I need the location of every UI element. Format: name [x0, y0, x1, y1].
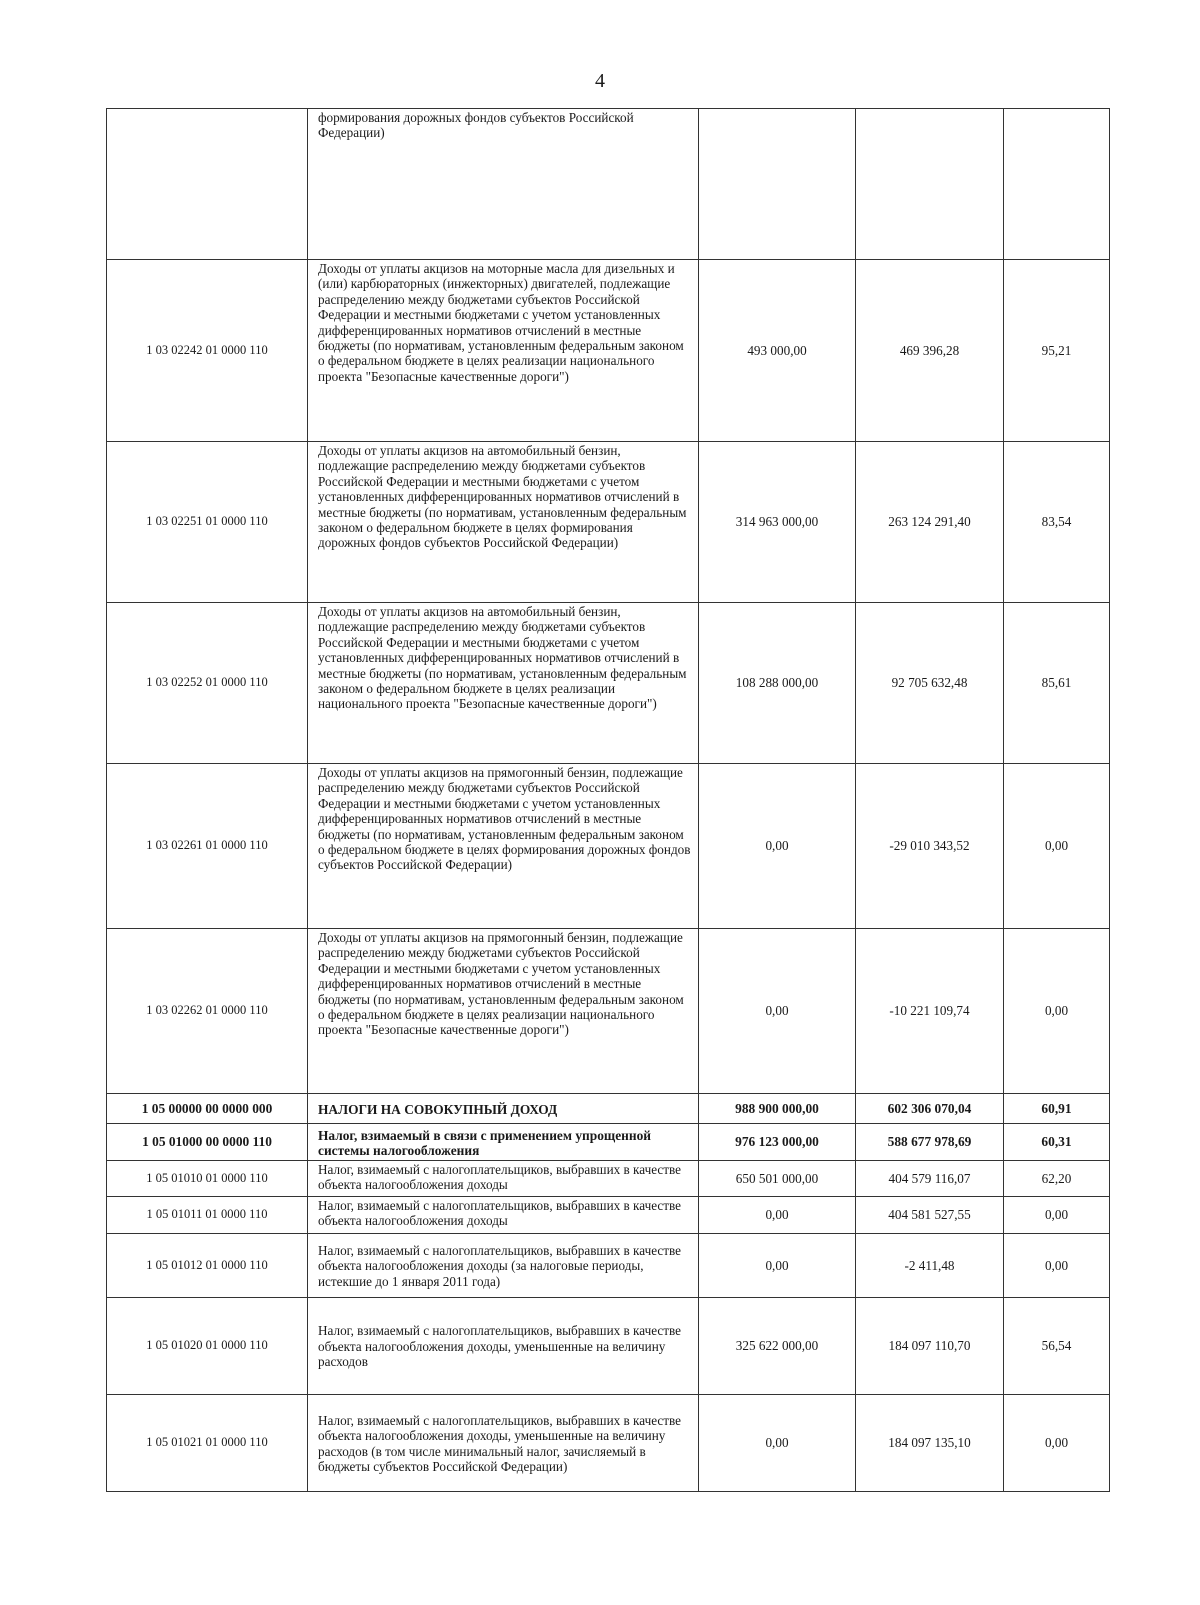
revenue-name: Налог, взимаемый с налогоплательщиков, выбравших в качестве объекта налогообложения доходы, уменьшенные на величину расходов (в том числе минимальный налог, зачисляемый в бюджеты субъектов Российской Федерации)	[308, 1395, 699, 1492]
revenue-name: Налог, взимаемый с налогоплательщиков, выбравших в качестве объекта налогообложения доходы, уменьшенные на величину расходов	[308, 1298, 699, 1395]
actual-amount: -10 221 109,74	[856, 929, 1004, 1094]
page-number: 4	[595, 70, 605, 92]
table-row	[107, 442, 1110, 603]
planned-amount: 0,00	[699, 764, 856, 929]
revenue-name: Доходы от уплаты акцизов на автомобильный бензин, подлежащие распределению между бюджетами субъектов Российской Федерации и местными бюджетами с учетом установленных дифференцированных нормативов отчислений в местные бюджеты (по нормативам, установленным федеральным законом о федеральном бюджете в целях формирования дорожных фондов субъектов Российской Федерации)	[308, 442, 699, 603]
execution-percent: 56,54	[1004, 1298, 1110, 1395]
execution-percent: 95,21	[1004, 260, 1110, 442]
budget-code: 1 05 00000 00 0000 000	[107, 1094, 308, 1124]
actual-amount: -29 010 343,52	[856, 764, 1004, 929]
actual-amount: 92 705 632,48	[856, 603, 1004, 764]
actual-amount: 588 677 978,69	[856, 1124, 1004, 1161]
revenue-name: Доходы от уплаты акцизов на прямогонный бензин, подлежащие распределению между бюджетами субъектов Российской Федерации и местными бюджетами с учетом установленных дифференцированных нормативов отчислений в местные бюджеты (по нормативам, установленным федеральным законом о федеральном бюджете в целях реализации национального проекта "Безопасные качественные дороги")	[308, 929, 699, 1094]
budget-code: 1 03 02242 01 0000 110	[107, 260, 308, 442]
execution-percent: 0,00	[1004, 929, 1110, 1094]
planned-amount: 0,00	[699, 929, 856, 1094]
actual-amount: 404 581 527,55	[856, 1197, 1004, 1234]
execution-percent: 60,91	[1004, 1094, 1110, 1124]
budget-code: 1 03 02262 01 0000 110	[107, 929, 308, 1094]
table-row	[107, 1197, 1110, 1234]
actual-amount: 184 097 110,70	[856, 1298, 1004, 1395]
budget-revenue-table	[106, 108, 1110, 1492]
execution-percent: 60,31	[1004, 1124, 1110, 1161]
execution-percent: 62,20	[1004, 1161, 1110, 1197]
revenue-name: НАЛОГИ НА СОВОКУПНЫЙ ДОХОД	[308, 1094, 699, 1124]
actual-amount: 184 097 135,10	[856, 1395, 1004, 1492]
budget-code	[107, 109, 308, 260]
planned-amount: 0,00	[699, 1197, 856, 1234]
budget-code: 1 05 01010 01 0000 110	[107, 1161, 308, 1197]
revenue-name: Налог, взимаемый в связи с применением упрощенной системы налогообложения	[308, 1124, 699, 1161]
execution-percent: 0,00	[1004, 1234, 1110, 1298]
table-row	[107, 764, 1110, 929]
table-row	[107, 1298, 1110, 1395]
table-row	[107, 260, 1110, 442]
actual-amount: 469 396,28	[856, 260, 1004, 442]
planned-amount: 976 123 000,00	[699, 1124, 856, 1161]
budget-code: 1 05 01021 01 0000 110	[107, 1395, 308, 1492]
execution-percent: 0,00	[1004, 1197, 1110, 1234]
planned-amount: 108 288 000,00	[699, 603, 856, 764]
revenue-name: Доходы от уплаты акцизов на моторные масла для дизельных и (или) карбюраторных (инжекторных) двигателей, подлежащие распределению между бюджетами субъектов Российской Федерации и местными бюджетами с учетом установленных дифференцированных нормативов отчислений в местные бюджеты (по нормативам, установленным федеральным законом о федеральном бюджете в целях реализации национального проекта "Безопасные качественные дороги")	[308, 260, 699, 442]
revenue-name: Доходы от уплаты акцизов на автомобильный бензин, подлежащие распределению между бюджетами субъектов Российской Федерации и местными бюджетами с учетом установленных дифференцированных нормативов отчислений в местные бюджеты (по нормативам, установленным федеральным законом о федеральном бюджете в целях реализации национального проекта "Безопасные качественные дороги")	[308, 603, 699, 764]
table-row	[107, 1124, 1110, 1161]
execution-percent: 85,61	[1004, 603, 1110, 764]
table-row	[107, 1395, 1110, 1492]
actual-amount: 263 124 291,40	[856, 442, 1004, 603]
planned-amount: 650 501 000,00	[699, 1161, 856, 1197]
planned-amount: 325 622 000,00	[699, 1298, 856, 1395]
planned-amount: 493 000,00	[699, 260, 856, 442]
revenue-name: Налог, взимаемый с налогоплательщиков, выбравших в качестве объекта налогообложения доходы	[308, 1161, 699, 1197]
table-row	[107, 1161, 1110, 1197]
table-row	[107, 1234, 1110, 1298]
planned-amount: 0,00	[699, 1234, 856, 1298]
actual-amount: -2 411,48	[856, 1234, 1004, 1298]
planned-amount: 988 900 000,00	[699, 1094, 856, 1124]
execution-percent: 0,00	[1004, 1395, 1110, 1492]
budget-code: 1 05 01020 01 0000 110	[107, 1298, 308, 1395]
actual-amount: 602 306 070,04	[856, 1094, 1004, 1124]
revenue-name: формирования дорожных фондов субъектов Российской Федерации)	[308, 109, 699, 260]
budget-code: 1 03 02251 01 0000 110	[107, 442, 308, 603]
planned-amount: 314 963 000,00	[699, 442, 856, 603]
budget-code: 1 05 01000 00 0000 110	[107, 1124, 308, 1161]
actual-amount: 404 579 116,07	[856, 1161, 1004, 1197]
table-row	[107, 1094, 1110, 1124]
table-row	[107, 109, 1110, 260]
planned-amount	[699, 109, 856, 260]
execution-percent: 83,54	[1004, 442, 1110, 603]
table-row	[107, 929, 1110, 1094]
execution-percent	[1004, 109, 1110, 260]
budget-code: 1 05 01012 01 0000 110	[107, 1234, 308, 1298]
budget-code: 1 05 01011 01 0000 110	[107, 1197, 308, 1234]
revenue-name: Доходы от уплаты акцизов на прямогонный бензин, подлежащие распределению между бюджетами субъектов Российской Федерации и местными бюджетами с учетом установленных дифференцированных нормативов отчислений в местные бюджеты (по нормативам, установленным федеральным законом о федеральном бюджете в целях формирования дорожных фондов субъектов Российской Федерации)	[308, 764, 699, 929]
budget-code: 1 03 02261 01 0000 110	[107, 764, 308, 929]
revenue-name: Налог, взимаемый с налогоплательщиков, выбравших в качестве объекта налогообложения доходы	[308, 1197, 699, 1234]
budget-code: 1 03 02252 01 0000 110	[107, 603, 308, 764]
table-row	[107, 603, 1110, 764]
revenue-name: Налог, взимаемый с налогоплательщиков, выбравших в качестве объекта налогообложения доходы (за налоговые периоды, истекшие до 1 января 2011 года)	[308, 1234, 699, 1298]
actual-amount	[856, 109, 1004, 260]
execution-percent: 0,00	[1004, 764, 1110, 929]
planned-amount: 0,00	[699, 1395, 856, 1492]
